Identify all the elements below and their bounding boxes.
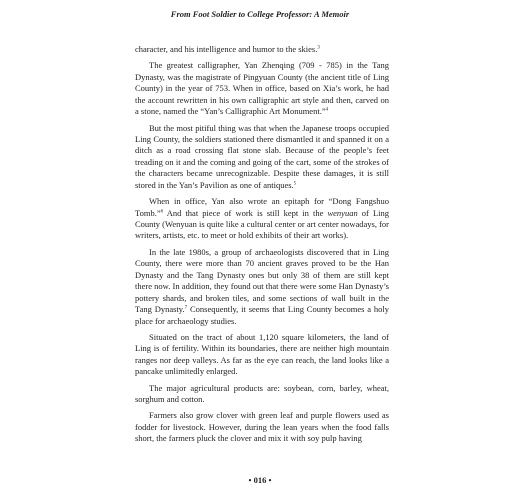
text-run: character, and his intelligence and humor to the skies.: [135, 44, 318, 54]
text-run: And that piece of work is still kept in the: [163, 207, 328, 218]
paragraph: [135, 247, 389, 327]
paragraph: [135, 44, 389, 55]
paragraph: [135, 383, 389, 406]
footnote-marker: 4: [325, 107, 329, 113]
page-number: • 016 •: [248, 475, 272, 485]
text-run: When in office, Yan also wrote an epitaph for “Dong Fangshuo Tomb.”: [135, 196, 389, 218]
text-run: But the most pitiful thing was that when the Japanese troops occupied Ling County, the soldiers stationed there dismantled it and spanned it on a ditch as a road crossing flat stone slab. Because of the people’s feet treading on it and the coming and going of the cart, some of the strokes of the characters became unrecognizable. Despite these damages, it is still stored in the Yan’s Pavilion as one of antiques.: [135, 122, 389, 190]
footnote-marker: 7: [184, 305, 188, 311]
text-run: The major agricultural products are: soybean, corn, barley, wheat, sorghum and cotton.: [135, 382, 389, 405]
text-run: of Ling County (Wenyuan is quite like a cultural center or art center nowadays, for writers, artists, etc. to meet or hold exhibits of their art works).: [135, 207, 390, 241]
paragraph: [135, 123, 389, 192]
text-run: Farmers also grow clover with green leaf and purple flowers used as fodder for livestock. However, during the lean years when the food falls short, the farmers pluck the clover and mix it with soy pulp having: [135, 410, 389, 444]
running-head-title: From Foot Soldier to College Professor: A Memoir: [170, 9, 350, 19]
footnote-marker: 6: [160, 209, 164, 215]
paragraph: [135, 60, 389, 117]
paragraph: [135, 410, 389, 444]
footnote-marker: 5: [293, 181, 297, 187]
paragraph: [135, 332, 389, 378]
footnote-marker: 3: [317, 45, 320, 51]
paragraph: [135, 196, 389, 242]
text-run: Consequently, it seems that Ling County becomes a holy place for archaeology studies.: [135, 304, 389, 326]
body-text: [135, 44, 389, 450]
italic-term: wenyuan: [327, 207, 358, 218]
text-run: Situated on the tract of about 1,120 square kilometers, the land of Ling is of fertility. Within its boundaries, there are neither high mountain ranges nor deep valleys. As far as the eye can reach, the land looks like a pancake unlimitedly enlarged.: [135, 331, 389, 377]
text-run: The greatest calligrapher, Yan Zhenqing (709 - 785) in the Tang Dynasty, was the magistrate of Pingyuan County (the ancient title of Ling County) in the year of 753. When in office, based on Xia’s work, he had the account rewritten in his own calligraphic art style and then, carved on a stone, named the “Yan’s Calligraphic Art Monument.”: [135, 60, 389, 117]
text-run: In the late 1980s, a group of archaeologists discovered that in Ling County, there were more than 70 ancient graves proved to be the Han Dynasty and the Tang Dynasty ones but only 38 of them are still kept there now. In addition, they found out that there were some Han Dynasty’s pottery shards, and broken tiles, and some sections of wall built in the Tang Dynasty.: [135, 246, 389, 315]
